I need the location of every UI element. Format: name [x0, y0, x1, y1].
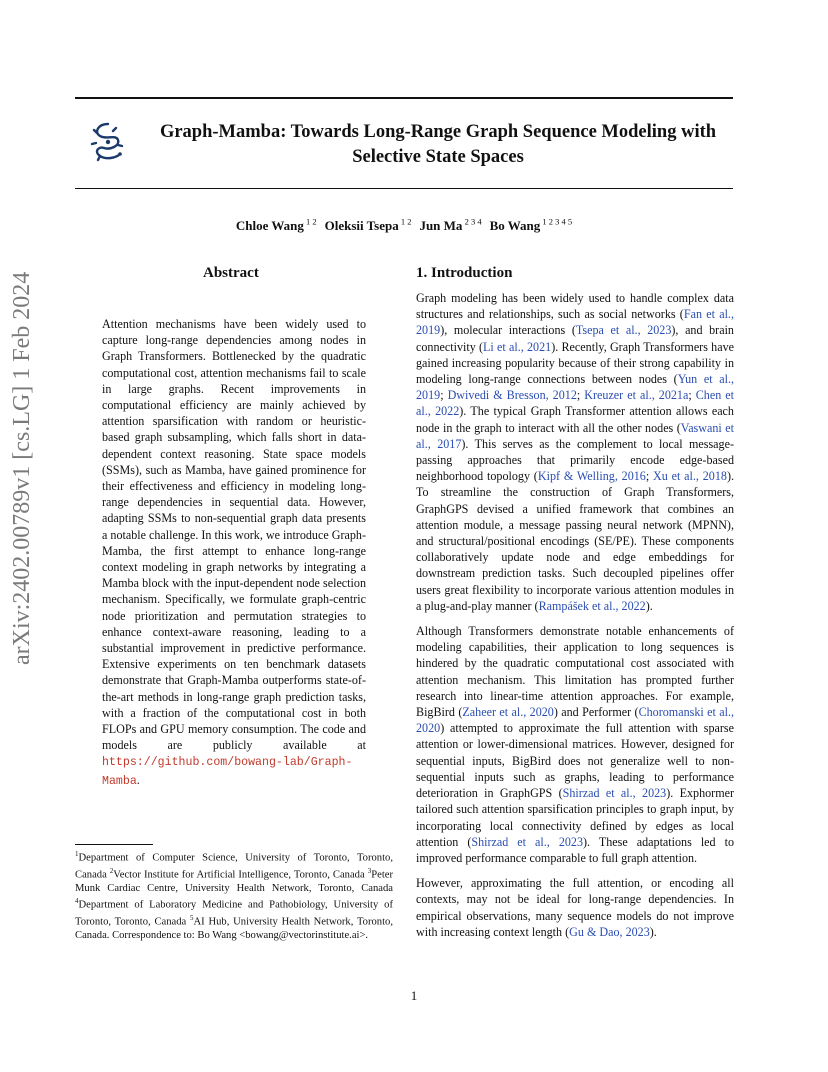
abstract-body: [102, 316, 366, 790]
footnote-marker: 3: [367, 866, 372, 875]
citation-link[interactable]: Choromanski et al., 2020: [416, 705, 735, 736]
citation-link[interactable]: Rampášek et al., 2022: [538, 598, 646, 613]
footnote-text: Peter Munk Cardiac Centre, University Health Network, Toronto, Canada: [75, 869, 393, 894]
footnote-marker: 2: [109, 866, 114, 875]
author-affiliations: 1 2: [398, 217, 412, 227]
citation-link[interactable]: Chen et al., 2022: [416, 388, 734, 419]
footnote-marker: 4: [75, 897, 79, 906]
footnote-rule: [75, 844, 153, 845]
affiliation-footnote: [75, 848, 393, 943]
intro-paragraph: [416, 290, 734, 614]
author-name: Oleksii Tsepa: [324, 218, 399, 234]
intro-text: Although Transformers demonstrate notable enhancements of modeling capabilities, their application to long sequences is hindered by the quadratic computational cost associated with attention mechanism. This limitation has prompted further research into linear-time attention approaches. For example, BigBird (: [416, 624, 734, 720]
introduction-body: [416, 290, 734, 949]
intro-text: ). The typical Graph Transformer attention allows each node in the graph to interact with all the other nodes (: [416, 404, 734, 435]
author-0: [236, 218, 317, 233]
intro-text: ). Recently, Graph Transformers have gained increasing popularity because of their strong capability in modeling long-range connections between nodes (: [416, 339, 734, 387]
author-name: Bo Wang: [489, 218, 541, 234]
citation-link[interactable]: Fan et al., 2019: [416, 307, 734, 338]
author-affiliations: 2 3 4: [462, 217, 482, 227]
footnote-marker: 1: [75, 850, 79, 858]
citation-link[interactable]: Gu & Dao, 2023: [569, 924, 650, 939]
title-bottom-rule: [75, 188, 733, 189]
intro-text: ). To streamline the construction of Graph Transformers, GraphGPS devised a unified framework that combines an attention module, a message passing neural network (MPNN), and structural/positional encodings (SE/PE). These components collaboratively update node and edge embeddings for downstream prediction tasks. Such decoupled pipelines offer users great flexibility to incorporate various attention modules in a plug-and-play manner (: [416, 469, 735, 613]
footnote-text: AI Hub, University Health Network, Toronto, Canada. Correspondence to: Bo Wang <bowang@vectorinstitute.ai>.: [75, 916, 393, 942]
intro-text: ).: [649, 924, 657, 939]
intro-text: However, approximating the full attention, or encoding all contexts, may not be ideal for long-range dependencies. In empirical observations, many sequence models do not improve with increasing context length (: [416, 876, 734, 939]
author-name: Chloe Wang: [235, 218, 304, 234]
author-1: [325, 218, 412, 233]
author-2: [419, 218, 481, 233]
citation-link[interactable]: Shirzad et al., 2023: [562, 786, 667, 801]
footnote-text: Department of Computer Science, University of Toronto, Toronto, Canada: [75, 852, 393, 881]
citation-link[interactable]: Xu et al., 2018: [653, 469, 727, 484]
abstract-end: .: [136, 772, 140, 787]
intro-text: ;: [440, 388, 448, 403]
author-3: [490, 218, 573, 233]
footnote-text: Vector Institute for Artificial Intelligence, Toronto, Canada: [113, 869, 368, 881]
author-affiliations: 1 2: [303, 217, 317, 227]
paper-title: [138, 120, 738, 170]
author-name: Jun Ma: [419, 218, 463, 234]
footnote-text: Department of Laboratory Medicine and Pathobiology, University of Toronto, Toronto, Canada: [75, 899, 393, 928]
page-number: 1: [410, 988, 418, 1003]
footnote-marker: 5: [190, 914, 194, 923]
code-repository-link[interactable]: https://github.com/bowang-lab/Graph-Mamba: [102, 756, 353, 788]
citation-link[interactable]: Zaheer et al., 2020: [462, 705, 554, 720]
intro-text: ;: [688, 388, 696, 403]
abstract-heading: Abstract: [203, 265, 259, 281]
intro-text: ) and Performer (: [553, 705, 639, 720]
citation-link[interactable]: Yun et al., 2019: [416, 372, 735, 403]
top-rule: [75, 97, 733, 99]
intro-paragraph: [416, 875, 734, 940]
intro-text: ;: [576, 388, 585, 403]
mamba-snake-logo-icon: [86, 120, 130, 164]
author-list: [75, 217, 733, 234]
abstract-paragraph: [102, 316, 366, 790]
intro-text: ). Exphormer tailored such attention sparsification principles to graph input, by incorporating local connectivity defined by edges as local attention (: [416, 786, 734, 849]
abstract-text: Attention mechanisms have been widely used to capture long-range dependencies among nodes in Graph Transformers. Bottlenecked by the quadratic computational cost, attention mechanisms fail to scale in large graphs. Recent improvements in computational efficiency are mainly achieved by attention sparsification with random or heuristic-based graph subsampling, which falls short in data-dependent context reasoning. State space models (SSMs), such as Mamba, have gained prominence for their effectiveness and efficiency in modeling long-range dependencies in sequential data. However, adapting SSMs to non-sequential graph data presents a notable challenge. In this work, we introduce Graph-Mamba, the first attempt to enhance long-range context modeling in graph networks by integrating a Mamba block with the input-dependent node selection mechanism. Specifically, we formulate graph-centric node prioritization and permutation strategies to enhance context-aware reasoning, leading to a substantial improvement in predictive performance. Extensive experiments on ten benchmark datasets demonstrate that Graph-Mamba outperforms state-of-the-art methods in long-range graph prediction tasks, with a fraction of the computational cost in both FLOPs and GPU memory consumption. The code and models are publicly available at: [102, 317, 366, 753]
title-line-2: Selective State Spaces: [352, 147, 524, 167]
intro-text: ), molecular interactions (: [440, 323, 576, 338]
intro-paragraph: [416, 623, 734, 866]
intro-text: ).: [645, 598, 653, 613]
intro-text: ). These adaptations led to improved performance comparable to full graph attention.: [416, 834, 735, 865]
arxiv-identifier: arXiv:2402.00789v1 [cs.LG] 1 Feb 2024: [9, 271, 35, 665]
intro-text: ;: [645, 469, 654, 484]
title-line-1: Graph-Mamba: Towards Long-Range Graph Sequence Modeling with: [159, 122, 717, 142]
citation-link[interactable]: Shirzad et al., 2023: [471, 834, 584, 849]
intro-text: ) attempted to approximate the full attention with sparse attention or lower-dimensional matrices. However, designed for sequential inputs, BigBird does not generalize well to non-sequential inputs such as graphs, leading to performance deterioration in GraphGPS (: [416, 721, 734, 801]
citation-link[interactable]: Kipf & Welling, 2016: [537, 469, 646, 484]
introduction-heading: 1. Introduction: [416, 265, 513, 281]
citation-link[interactable]: Li et al., 2021: [483, 339, 552, 354]
intro-text: Graph modeling has been widely used to handle complex data structures and relationships, such as social networks (: [416, 291, 734, 322]
citation-link[interactable]: Kreuzer et al., 2021a: [584, 388, 689, 403]
author-affiliations: 1 2 3 4 5: [540, 217, 573, 227]
citation-link[interactable]: Tsepa et al., 2023: [575, 323, 672, 338]
citation-link[interactable]: Dwivedi & Bresson, 2012: [447, 388, 577, 403]
citation-link[interactable]: Vaswani et al., 2017: [416, 420, 734, 451]
intro-text: ). This serves as the complement to local message-passing approaches that primarily encode edge-based neighborhood topology (: [416, 436, 734, 484]
intro-text: ), and brain connectivity (: [416, 323, 734, 354]
